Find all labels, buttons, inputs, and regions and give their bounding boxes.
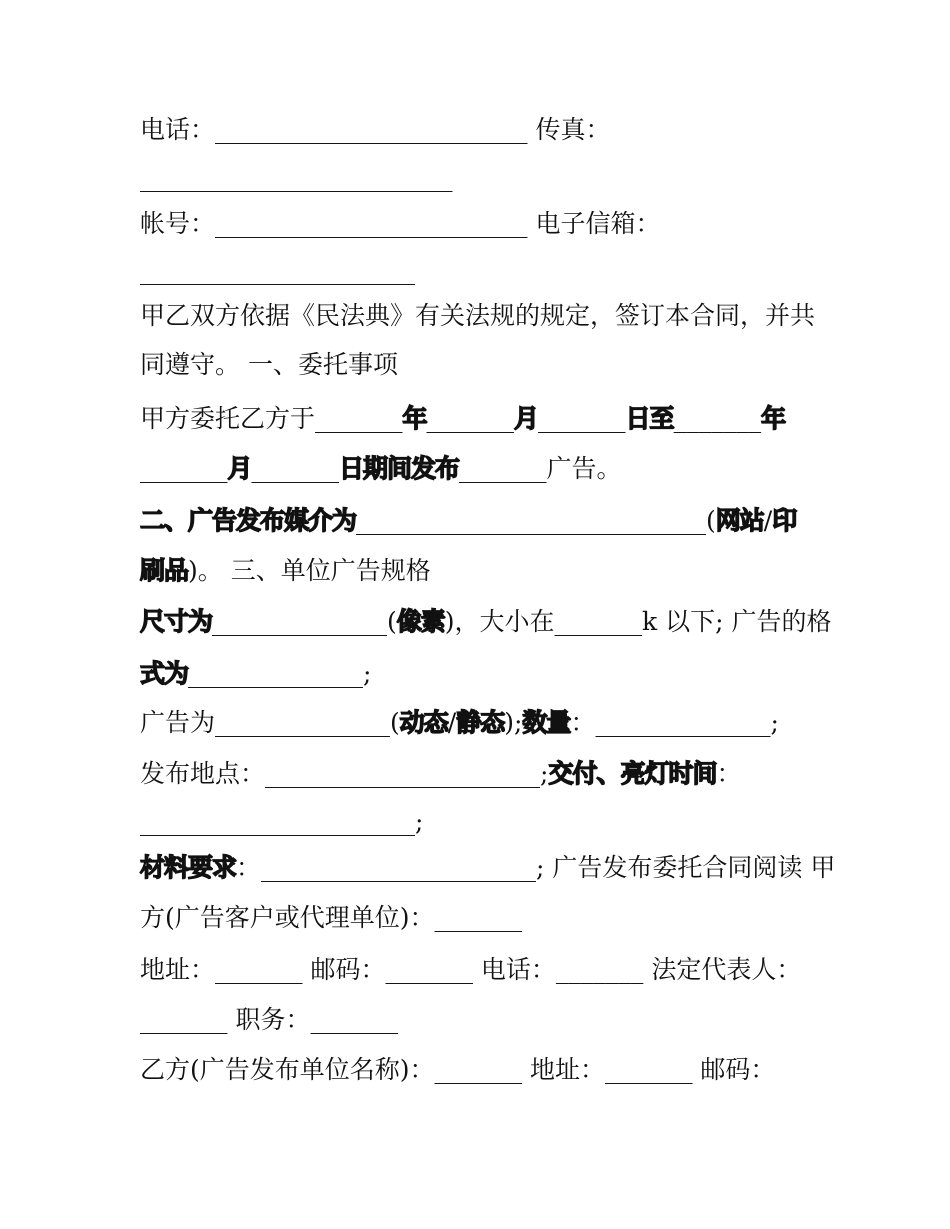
media-line <box>140 505 820 537</box>
outline-text: 印 <box>772 506 797 535</box>
entrust-period-line <box>140 403 820 435</box>
text-segment: ); <box>504 708 523 737</box>
account-email-line: 帐号：_________________________ 电子信箱： <box>140 209 661 238</box>
outline-text: 数量 <box>522 708 571 737</box>
outline-text: 静态 <box>456 708 505 737</box>
section-one-heading-line: 同遵守。 一、委托事项 <box>140 350 398 379</box>
outline-text: 像素 <box>396 607 445 636</box>
size-line <box>140 606 832 638</box>
outline-text: 刷品 <box>140 556 189 585</box>
email-blank-line: ______________________ <box>140 256 415 285</box>
outline-text: 动态 <box>399 708 448 737</box>
text-segment: 广告为______________( <box>140 708 400 737</box>
party-a-position-line: _______ 职务：_______ <box>140 1005 398 1034</box>
outline-text: 交付、亮灯时间 <box>548 759 717 788</box>
text-segment: _______ <box>538 404 626 433</box>
outline-text: 日至 <box>625 404 674 433</box>
party-b-line: 乙方(广告发布单位名称)：_______ 地址：_______ 邮码： <box>140 1055 776 1084</box>
text-segment: _______ <box>140 454 228 483</box>
outline-text: 尺寸为 <box>140 607 213 636</box>
text-segment: )。 三、单位广告规格 <box>188 556 431 585</box>
outline-text: 日期间发布 <box>339 454 460 483</box>
outline-text: 月 <box>227 454 252 483</box>
text-segment: ： <box>716 759 742 788</box>
party-a-line: 方(广告客户或代理单位)：_______ <box>140 903 523 932</box>
publish-period-line <box>140 453 820 485</box>
text-segment: ____________________________( <box>356 506 716 535</box>
text-segment: 发布地点：______________________; <box>140 759 549 788</box>
text-segment: ：______________; <box>570 708 779 737</box>
text-segment: / <box>447 708 457 737</box>
outline-text: 年 <box>402 404 427 433</box>
outline-text: 月 <box>514 404 539 433</box>
print-section-three-line <box>140 555 820 587</box>
text-segment: ：______________________; 广告发布委托合同阅读 甲 <box>236 853 836 882</box>
outline-text: 年 <box>761 404 786 433</box>
text-segment: _______广告。 <box>459 454 622 483</box>
ad-type-quantity-line <box>140 707 820 739</box>
text-segment: ______________( <box>212 607 397 636</box>
outline-text: 二、广告发布媒介为 <box>140 506 357 535</box>
party-a-address-line: 地址：_______ 邮码：_______ 电话：_______ 法定代表人： <box>140 955 802 984</box>
text-segment: )，大小在_______k 以下; 广告的格 <box>444 607 832 636</box>
location-delivery-line <box>140 758 820 790</box>
text-segment: / <box>763 506 773 535</box>
agreement-text-line: 甲乙双方依据《民法典》有关法规的规定，签订本合同，并共 <box>140 301 816 330</box>
text-segment: ______________; <box>188 659 372 688</box>
outline-text: 式为 <box>140 659 189 688</box>
material-line <box>140 852 836 884</box>
fax-blank-line: _________________________ <box>140 163 453 192</box>
text-segment: _______ <box>426 404 515 433</box>
phone-fax-line: 电话：_________________________ 传真： <box>140 115 611 144</box>
format-line <box>140 658 820 690</box>
text-segment: _______ <box>251 454 340 483</box>
outline-text: 材料要求 <box>140 853 237 882</box>
text-segment: 甲方委托乙方于_______ <box>140 404 403 433</box>
delivery-blank-line: ______________________; <box>140 807 424 836</box>
text-segment: _______ <box>673 404 762 433</box>
outline-text: 网站 <box>715 506 764 535</box>
